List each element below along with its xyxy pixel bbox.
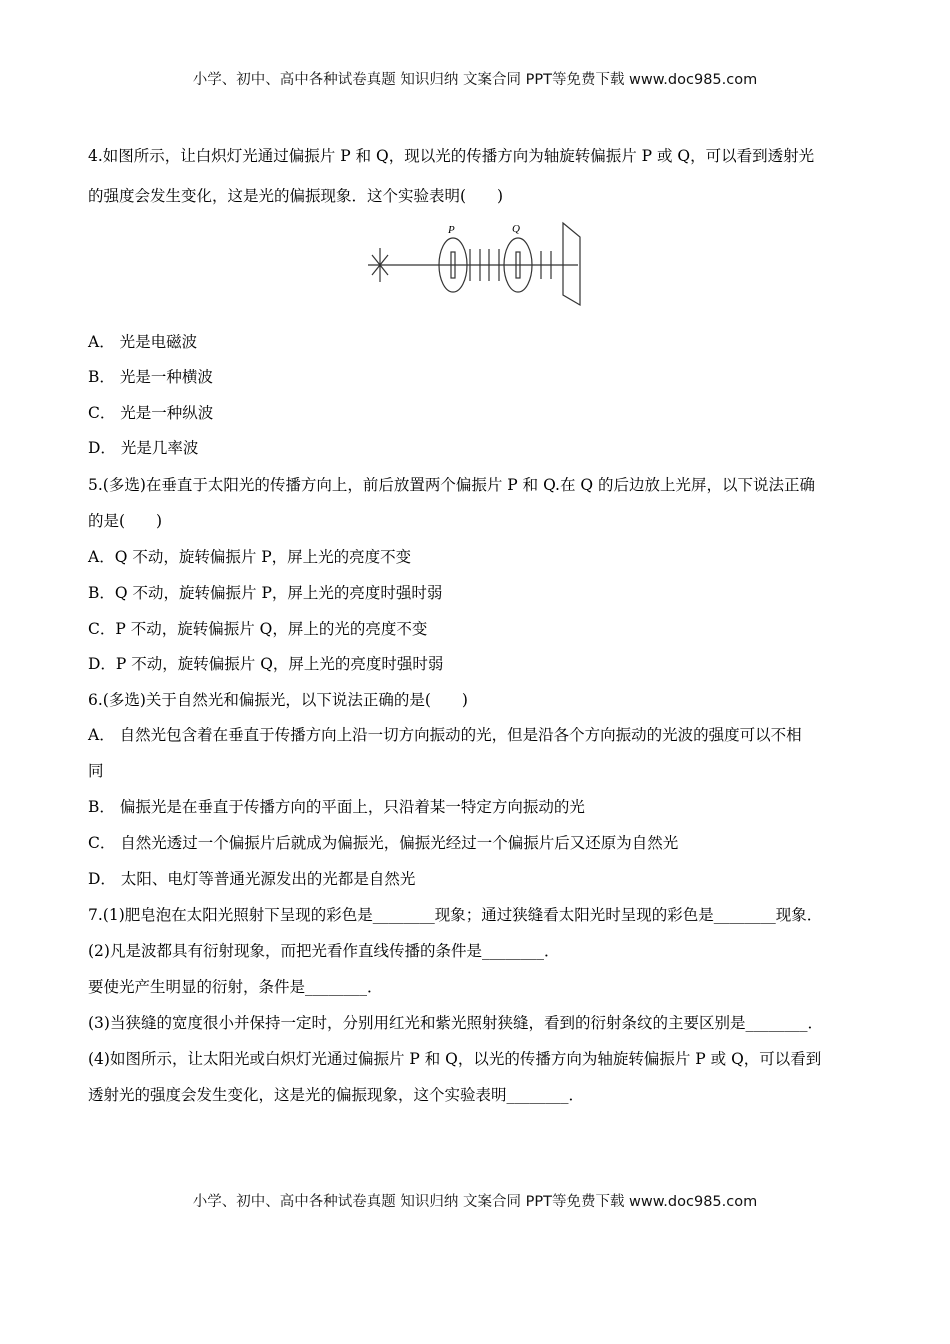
text-line: 的强度会发生变化，这是光的偏振现象．这个实验表明( ) bbox=[88, 187, 504, 205]
text-line: D． 光是几率波 bbox=[88, 439, 199, 457]
text-line: D．P 不动，旋转偏振片 Q，屏上光的亮度时强时弱 bbox=[88, 655, 444, 673]
text-line: A． 自然光包含着在垂直于传播方向上沿一切方向振动的光，但是沿各个方向振动的光波的强度可以不相 bbox=[88, 726, 802, 744]
text-line: 4.如图所示，让白炽灯光通过偏振片 P 和 Q，现以光的传播方向为轴旋转偏振片 P 或 Q，可以看到透射光 bbox=[88, 147, 815, 165]
text-line: B． 光是一种横波 bbox=[88, 368, 213, 386]
text-line: B．Q 不动，旋转偏振片 P，屏上光的亮度时强时弱 bbox=[88, 584, 443, 602]
text-line: (2)凡是波都具有衍射现象，而把光看作直线传播的条件是________． bbox=[88, 942, 560, 960]
text-line: A． 光是电磁波 bbox=[88, 333, 198, 351]
text-line: A．Q 不动，旋转偏振片 P，屏上光的亮度不变 bbox=[88, 548, 412, 566]
text-line: 7.(1)肥皂泡在太阳光照射下呈现的彩色是________现象；通过狭缝看太阳光时呈现的彩色是________现象． bbox=[88, 906, 823, 924]
screen bbox=[563, 223, 580, 305]
page-footer: 小学、初中、高中各种试卷真题 知识归纳 文案合同 PPT等免费下载 www.doc985.com bbox=[192, 1194, 758, 1210]
page-header: 小学、初中、高中各种试卷真题 知识归纳 文案合同 PPT等免费下载 www.doc985.com bbox=[192, 72, 758, 88]
text-line: B． 偏振光是在垂直于传播方向的平面上，只沿着某一特定方向振动的光 bbox=[88, 798, 585, 816]
text-line: 同 bbox=[88, 762, 104, 780]
text-line: 透射光的强度会发生变化，这是光的偏振现象，这个实验表明________． bbox=[88, 1086, 585, 1104]
text-line: 的是( ) bbox=[88, 512, 163, 530]
text-line: D． 太阳、电灯等普通光源发出的光都是自然光 bbox=[88, 870, 416, 888]
text-line: 5.(多选)在垂直于太阳光的传播方向上，前后放置两个偏振片 P 和 Q.在 Q 的后边放上光屏，以下说法正确 bbox=[88, 476, 816, 494]
text-line: C． 自然光透过一个偏振片后就成为偏振光，偏振光经过一个偏振片后又还原为自然光 bbox=[88, 834, 679, 852]
text-line: (3)当狭缝的宽度很小并保持一定时，分别用红光和紫光照射狭缝，看到的衍射条纹的主要区别是________． bbox=[88, 1014, 823, 1032]
text-line: C． 光是一种纵波 bbox=[88, 404, 214, 422]
label-q: Q bbox=[512, 223, 520, 235]
text-line: 要使光产生明显的衍射，条件是________． bbox=[88, 978, 383, 996]
polarizer-diagram bbox=[360, 215, 600, 315]
text-line: C．P 不动，旋转偏振片 Q，屏上的光的亮度不变 bbox=[88, 620, 428, 638]
text-line: 6.(多选)关于自然光和偏振光，以下说法正确的是( ) bbox=[88, 691, 468, 709]
label-p: P bbox=[448, 224, 455, 236]
text-line: (4)如图所示，让太阳光或白炽灯光通过偏振片 P 和 Q，以光的传播方向为轴旋转偏振片 P 或 Q，可以看到 bbox=[88, 1050, 822, 1068]
